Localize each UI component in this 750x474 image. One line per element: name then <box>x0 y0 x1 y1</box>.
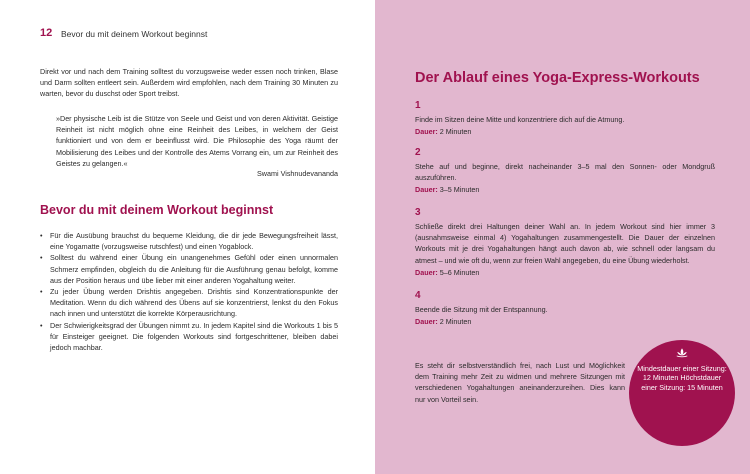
quote-text: »Der physische Leib ist die Stütze von Seele und Geist und von deren Aktivität. Geistige Reinheit ist nicht möglich ohne eine Reinheit des Leibes, in welchem der Geist funktioniert und von dem er beeinflusst wird. Die Philosophie des Yoga räumt der Mobilisierung des Leibes und der Kontrolle des Atems Vorrang ein, um zur Reinheit des Geistes zu gelangen.« <box>56 114 338 168</box>
badge-text: Mindestdauer einer Sitzung: 12 Minuten Höchstdauer einer Sitzung: 15 Minuten <box>637 364 727 392</box>
lotus-icon <box>675 346 689 360</box>
list-item: • Zu jeder Übung werden Drishtis angegeben. Drishtis sind Konzentrationspunkte der Meditation. Wenn du dich während des Übens auf sie konzentrierst, lenkst du den Fokus nach innen und unterstützt die korrekte Körperausrichtung. <box>40 286 338 320</box>
step-text: Schließe direkt drei Haltungen deiner Wahl an. In jedem Workout sind hier immer 3 (ausnahmsweise einmal 4) Yogahaltungen zusammengestellt. Die Dauer der einzelnen Workouts mit je drei Yogahaltungen hängt auch davon ab, wie schnell oder langsam du atmest – und wie oft du, wenn zur freien Wahl angegeben, du eine Übung wiederholst. <box>415 222 715 265</box>
duration-value: 2 Minuten <box>439 317 472 327</box>
list-item: • Solltest du während einer Übung ein unangenehmes Gefühl oder einen unnormalen Schmerz empfinden, obgleich du die Anleitung für die Ausführung genau befolgt, komme aus der Position heraus und übe lieber mit einer anderen Yogahaltung weiter. <box>40 252 338 286</box>
step-duration <box>415 184 715 195</box>
step-number: 2 <box>415 147 421 158</box>
step-number: 3 <box>415 207 421 218</box>
preparation-list <box>40 230 338 353</box>
list-item: • Der Schwierigkeitsgrad der Übungen nimmt zu. In jedem Kapitel sind die Workouts 1 bis 5 für Einsteiger geeignet. Die folgenden Workouts sind fortgeschrittener, bleiben dabei jedoch machbar. <box>40 320 338 354</box>
page-number: 12 <box>40 27 53 39</box>
quote-author: Swami Vishnudevananda <box>257 169 338 178</box>
step-duration <box>415 126 715 137</box>
duration-value: 2 Minuten <box>439 127 472 137</box>
closing-paragraph: Es steht dir selbstverständlich frei, nach Lust und Möglichkeit dem Training mehr Zeit zu widmen und mehrere Sitzungen mit verschiedenen Yogahaltungen aneinanderzureihen. Dies kann nur von Vorteil sein. <box>415 361 625 404</box>
step-number: 4 <box>415 290 421 301</box>
section-heading-right: Der Ablauf eines Yoga-Express-Workouts <box>415 70 700 86</box>
duration-label: Dauer: <box>415 267 438 277</box>
duration-label: Dauer: <box>415 317 438 327</box>
step-3 <box>415 207 715 278</box>
step-duration <box>415 267 715 278</box>
step-number: 1 <box>415 100 421 111</box>
step-4 <box>415 290 715 327</box>
step-2 <box>415 147 715 196</box>
step-text: Stehe auf und beginne, direkt nacheinander 3–5 mal den Sonnen- oder Mondgruß auszuführen. <box>415 162 715 183</box>
duration-badge <box>629 340 735 446</box>
list-item: • Für die Ausübung brauchst du bequeme Kleidung, die dir jede Bewegungsfreiheit lässt, eine Yogamatte (vorzugsweise rutschfest) und einen Yogablock. <box>40 230 338 252</box>
running-title: Bevor du mit deinem Workout beginnst <box>61 29 208 39</box>
step-duration <box>415 316 715 327</box>
duration-label: Dauer: <box>415 127 438 137</box>
intro-paragraph: Direkt vor und nach dem Training solltest du vorzugsweise weder essen noch trinken, Blase und Darm sollten entleert sein. Außerdem wird empfohlen, nach dem Training 30 Minuten zu warten, bevor du duschst oder Sport treibst. <box>40 67 338 99</box>
duration-label: Dauer: <box>415 185 438 195</box>
step-text: Beende die Sitzung mit der Entspannung. <box>415 305 548 314</box>
step-text: Finde im Sitzen deine Mitte und konzentriere dich auf die Atmung. <box>415 115 625 124</box>
step-1 <box>415 100 715 137</box>
duration-value: 3–5 Minuten <box>439 185 480 195</box>
section-heading-left: Bevor du mit deinem Workout beginnst <box>40 203 274 217</box>
duration-value: 5–6 Minuten <box>439 267 480 277</box>
